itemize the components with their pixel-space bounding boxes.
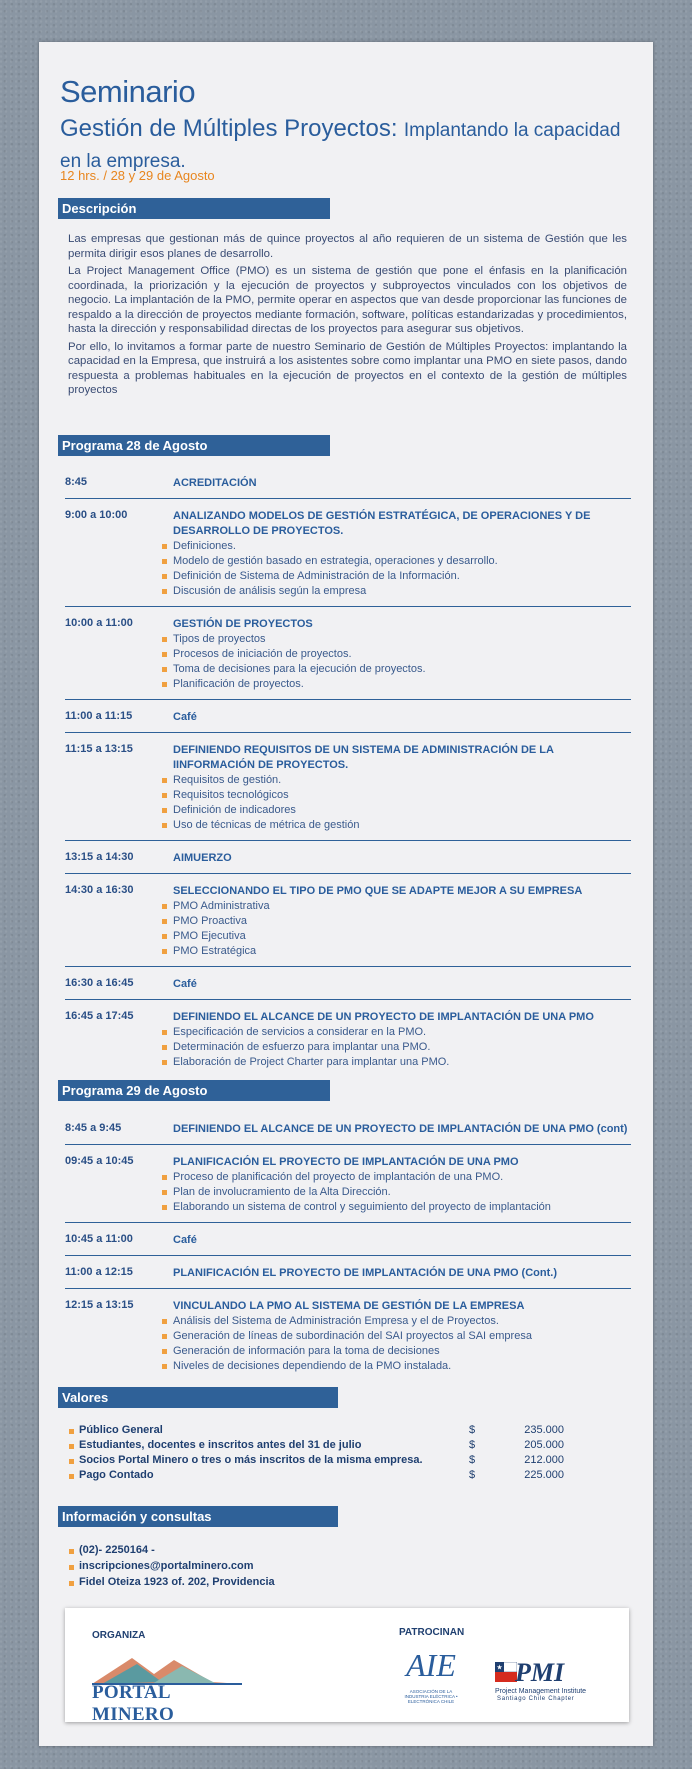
- schedule-item: Toma de decisiones para la ejecución de proyectos.: [163, 662, 631, 677]
- schedule-item: Análisis del Sistema de Administración Empresa y el de Proyectos.: [163, 1314, 631, 1329]
- contact-address: Fidel Oteiza 1923 of. 202, Providencia: [69, 1576, 469, 1592]
- title-main: [60, 114, 640, 176]
- schedule-item: Generación de líneas de subordinación del SAI proyectos al SAI empresa: [163, 1329, 631, 1344]
- schedule-row: [65, 607, 631, 700]
- schedule-content: [173, 733, 631, 840]
- contact-list: [69, 1544, 469, 1592]
- price-label: Estudiantes, docentes e inscritos antes del 31 de julio: [79, 1439, 362, 1451]
- schedule-content: [173, 1112, 631, 1144]
- pmi-wordmark: PMI: [515, 1658, 565, 1687]
- schedule-item: PMO Proactiva: [163, 914, 631, 929]
- schedule-content: [173, 1000, 631, 1077]
- schedule-item: Requisitos de gestión.: [163, 773, 631, 788]
- price-label: Socios Portal Minero o tres o más inscritos de la misma empresa.: [79, 1454, 423, 1466]
- schedule-heading: Café: [173, 978, 197, 990]
- schedule-time: 09:45 a 10:45: [65, 1155, 134, 1167]
- description-paragraph: Las empresas que gestionan más de quince proyectos al año requieren de un sistema de Gestión que les permita dirigir esos planes de desarrollo.: [68, 233, 627, 260]
- schedule-item: Plan de involucramiento de la Alta Dirección.: [163, 1185, 631, 1200]
- schedule-item: Definición de Sistema de Administración de la Información.: [163, 569, 631, 584]
- schedule-heading: ANALIZANDO MODELOS DE GESTIÓN ESTRATÉGICA, DE OPERACIONES Y DE DESARROLLO DE PROYECTOS.: [173, 510, 591, 537]
- schedule-item: Niveles de decisiones dependiendo de la PMO instalada.: [163, 1359, 631, 1374]
- schedule-item: Tipos de proyectos: [163, 632, 631, 647]
- schedule-content: [173, 466, 631, 498]
- mountain-icon: [92, 1652, 242, 1686]
- schedule-heading: Café: [173, 1234, 197, 1246]
- pmi-logo[interactable]: [495, 1658, 605, 1708]
- schedule-time: 10:00 a 11:00: [65, 617, 133, 629]
- schedule-time: 8:45 a 9:45: [65, 1122, 122, 1134]
- schedule-item: Definición de indicadores: [163, 803, 631, 818]
- price-currency: $: [469, 1454, 476, 1466]
- schedule-content: [173, 1256, 631, 1288]
- schedule-28: [65, 466, 631, 1077]
- schedule-row: [65, 733, 631, 841]
- schedule-item: Planificación de proyectos.: [163, 677, 631, 692]
- schedule-item: Generación de información para la toma de decisiones: [163, 1344, 631, 1359]
- schedule-heading: AIMUERZO: [173, 852, 232, 864]
- sponsors-box: [65, 1608, 629, 1725]
- schedule-item: Procesos de iniciación de proyectos.: [163, 647, 631, 662]
- schedule-time: 11:00 a 12:15: [65, 1266, 133, 1278]
- section-programa-28: Programa 28 de Agosto: [58, 435, 330, 456]
- schedule-time: 16:30 a 16:45: [65, 977, 134, 989]
- schedule-heading: DEFINIENDO REQUISITOS DE UN SISTEMA DE ADMINISTRACIÓN DE LA IINFORMACIÓN DE PROYECTOS.: [173, 744, 554, 771]
- description-text: [68, 232, 627, 401]
- schedule-item: PMO Estratégica: [163, 944, 631, 959]
- schedule-29: [65, 1112, 631, 1381]
- schedule-heading: PLANIFICACIÓN EL PROYECTO DE IMPLANTACIÓN DE UNA PMO: [173, 1156, 519, 1168]
- price-row: [69, 1424, 569, 1439]
- price-currency: $: [469, 1439, 476, 1451]
- contact-phone: (02)- 2250164 -: [69, 1544, 469, 1560]
- schedule-item: Definiciones.: [163, 539, 631, 554]
- schedule-row: [65, 466, 631, 499]
- title-seminario: Seminario: [60, 74, 196, 109]
- schedule-time: 8:45: [65, 476, 88, 488]
- portal-minero-logo[interactable]: [92, 1652, 252, 1725]
- price-row: [69, 1469, 569, 1484]
- schedule-row: [65, 1289, 631, 1381]
- schedule-time: 10:45 a 11:00: [65, 1233, 133, 1245]
- price-amount: 235.000: [524, 1424, 564, 1436]
- description-paragraph: Por ello, lo invitamos a formar parte de nuestro Seminario de Gestión de Múltiples Proyectos: implantando la capacidad en la Empresa, que instruirá a los asistentes sobre como implantar una PMO en siete pasos, dando respuesta a problemas habituales en la ejecución de proyectos en el contexto de la gestión de múltiples proyectos: [68, 340, 627, 396]
- aie-logo[interactable]: [398, 1641, 464, 1709]
- price-label: Público General: [79, 1424, 163, 1436]
- schedule-item: PMO Ejecutiva: [163, 929, 631, 944]
- schedule-item: Discusión de análisis según la empresa: [163, 584, 631, 599]
- schedule-item: Elaboración de Project Charter para implantar una PMO.: [163, 1055, 631, 1070]
- schedule-row: [65, 874, 631, 967]
- schedule-content: [173, 967, 631, 999]
- schedule-content: [173, 1145, 631, 1222]
- price-row: [69, 1439, 569, 1454]
- section-informacion: Información y consultas: [58, 1506, 338, 1527]
- patrocinan-label: PATROCINAN: [399, 1627, 465, 1638]
- price-label: Pago Contado: [79, 1469, 154, 1481]
- schedule-heading: SELECCIONANDO EL TIPO DE PMO QUE SE ADAPTE MEJOR A SU EMPRESA: [173, 885, 583, 897]
- schedule-item-list: [173, 773, 631, 833]
- description-paragraph: La Project Management Office (PMO) es un sistema de gestión que pone el énfasis en la planificación coordinada, la priorización y la ejecución de proyectos y subproyectos vinculados con los objetivos de negocio. La implantación de la PMO, permite operar en aspectos que van desde proporcionar las funciones de respaldo a la dirección de proyectos mediante formación, software, políticas estandarizadas y procedimientos, hasta la dirección y responsabilidad directas de los proyectos para asegurar sus objetivos.: [68, 265, 627, 335]
- title-main-sub: Implantando la capacidad: [403, 120, 621, 141]
- svg-text:★: ★: [496, 1664, 503, 1672]
- schedule-time: 11:00 a 11:15: [65, 710, 133, 722]
- schedule-content: [173, 874, 631, 966]
- schedule-row: [65, 967, 631, 1000]
- price-amount: 212.000: [524, 1454, 564, 1466]
- pmi-subtitle: Project Management Institute: [495, 1688, 587, 1695]
- schedule-time: 13:15 a 14:30: [65, 851, 134, 863]
- schedule-content: [173, 841, 631, 873]
- schedule-row: [65, 1256, 631, 1289]
- schedule-heading: ACREDITACIÓN: [173, 477, 257, 489]
- schedule-content: [173, 1223, 631, 1255]
- schedule-content: [173, 607, 631, 699]
- section-programa-29: Programa 29 de Agosto: [58, 1080, 330, 1101]
- aie-subtitle: ASOCIACIÓN DE LA INDUSTRIA ELÉCTRICA • ELECTRÓNICA CHILE: [404, 1689, 458, 1704]
- price-currency: $: [469, 1469, 476, 1481]
- schedule-item: Proceso de planificación del proyecto de implantación de una PMO.: [163, 1170, 631, 1185]
- schedule-content: [173, 499, 631, 606]
- section-valores: Valores: [58, 1387, 338, 1408]
- schedule-item-list: [173, 539, 631, 599]
- schedule-time: 9:00 a 10:00: [65, 509, 128, 521]
- schedule-row: [65, 1112, 631, 1145]
- organiza-label: ORGANIZA: [92, 1630, 146, 1641]
- schedule-time: 12:15 a 13:15: [65, 1299, 134, 1311]
- schedule-heading: PLANIFICACIÓN EL PROYECTO DE IMPLANTACIÓN DE UNA PMO (Cont.): [173, 1267, 557, 1279]
- schedule-item: Requisitos tecnológicos: [163, 788, 631, 803]
- schedule-time: 11:15 a 13:15: [65, 743, 133, 755]
- schedule-item: PMO Administrativa: [163, 899, 631, 914]
- schedule-item-list: [173, 1170, 631, 1215]
- schedule-item-list: [173, 632, 631, 692]
- schedule-item: Determinación de esfuerzo para implantar una PMO.: [163, 1040, 631, 1055]
- schedule-heading: GESTIÓN DE PROYECTOS: [173, 618, 313, 630]
- schedule-row: [65, 700, 631, 733]
- schedule-item: Uso de técnicas de métrica de gestión: [163, 818, 631, 833]
- price-currency: $: [469, 1424, 476, 1436]
- schedule-item-list: [173, 899, 631, 959]
- schedule-row: [65, 841, 631, 874]
- price-amount: 225.000: [524, 1469, 564, 1481]
- title-main-strong: Gestión de Múltiples Proyectos:: [60, 115, 398, 142]
- schedule-heading: DEFINIENDO EL ALCANCE DE UN PROYECTO DE IMPLANTACIÓN DE UNA PMO: [173, 1011, 594, 1023]
- schedule-item-list: [173, 1314, 631, 1374]
- schedule-item: Modelo de gestión basado en estrategia, operaciones y desarrollo.: [163, 554, 631, 569]
- schedule-row: [65, 1000, 631, 1077]
- aie-wordmark: AIE: [406, 1647, 456, 1683]
- schedule-time: 16:45 a 17:45: [65, 1010, 134, 1022]
- portal-minero-wordmark: PORTAL MINERO: [92, 1682, 175, 1725]
- schedule-content: [173, 700, 631, 732]
- schedule-item: Especificación de servicios a considerar en la PMO.: [163, 1025, 631, 1040]
- schedule-row: [65, 1223, 631, 1256]
- schedule-item: Elaborando un sistema de control y seguimiento del proyecto de implantación: [163, 1200, 631, 1215]
- schedule-heading: DEFINIENDO EL ALCANCE DE UN PROYECTO DE IMPLANTACIÓN DE UNA PMO (cont): [173, 1123, 628, 1135]
- price-amount: 205.000: [524, 1439, 564, 1451]
- schedule-time: 14:30 a 16:30: [65, 884, 134, 896]
- price-row: [69, 1454, 569, 1469]
- flyer-page: [39, 42, 653, 1746]
- contact-email[interactable]: inscripciones@portalminero.com: [69, 1560, 469, 1576]
- schedule-heading: VINCULANDO LA PMO AL SISTEMA DE GESTIÓN DE LA EMPRESA: [173, 1300, 525, 1312]
- pmi-chapter: Santiago Chile Chapter: [497, 1696, 575, 1702]
- schedule-item-list: [173, 1025, 631, 1070]
- schedule-content: [173, 1289, 631, 1381]
- chile-flag-icon: [495, 1662, 517, 1682]
- schedule-heading: Café: [173, 711, 197, 723]
- section-descripcion: Descripción: [58, 198, 330, 219]
- seminar-dates: 12 hrs. / 28 y 29 de Agosto: [60, 168, 215, 183]
- schedule-row: [65, 1145, 631, 1223]
- price-list: [69, 1424, 569, 1484]
- title-main-end: en la empresa.: [60, 151, 186, 172]
- schedule-row: [65, 499, 631, 607]
